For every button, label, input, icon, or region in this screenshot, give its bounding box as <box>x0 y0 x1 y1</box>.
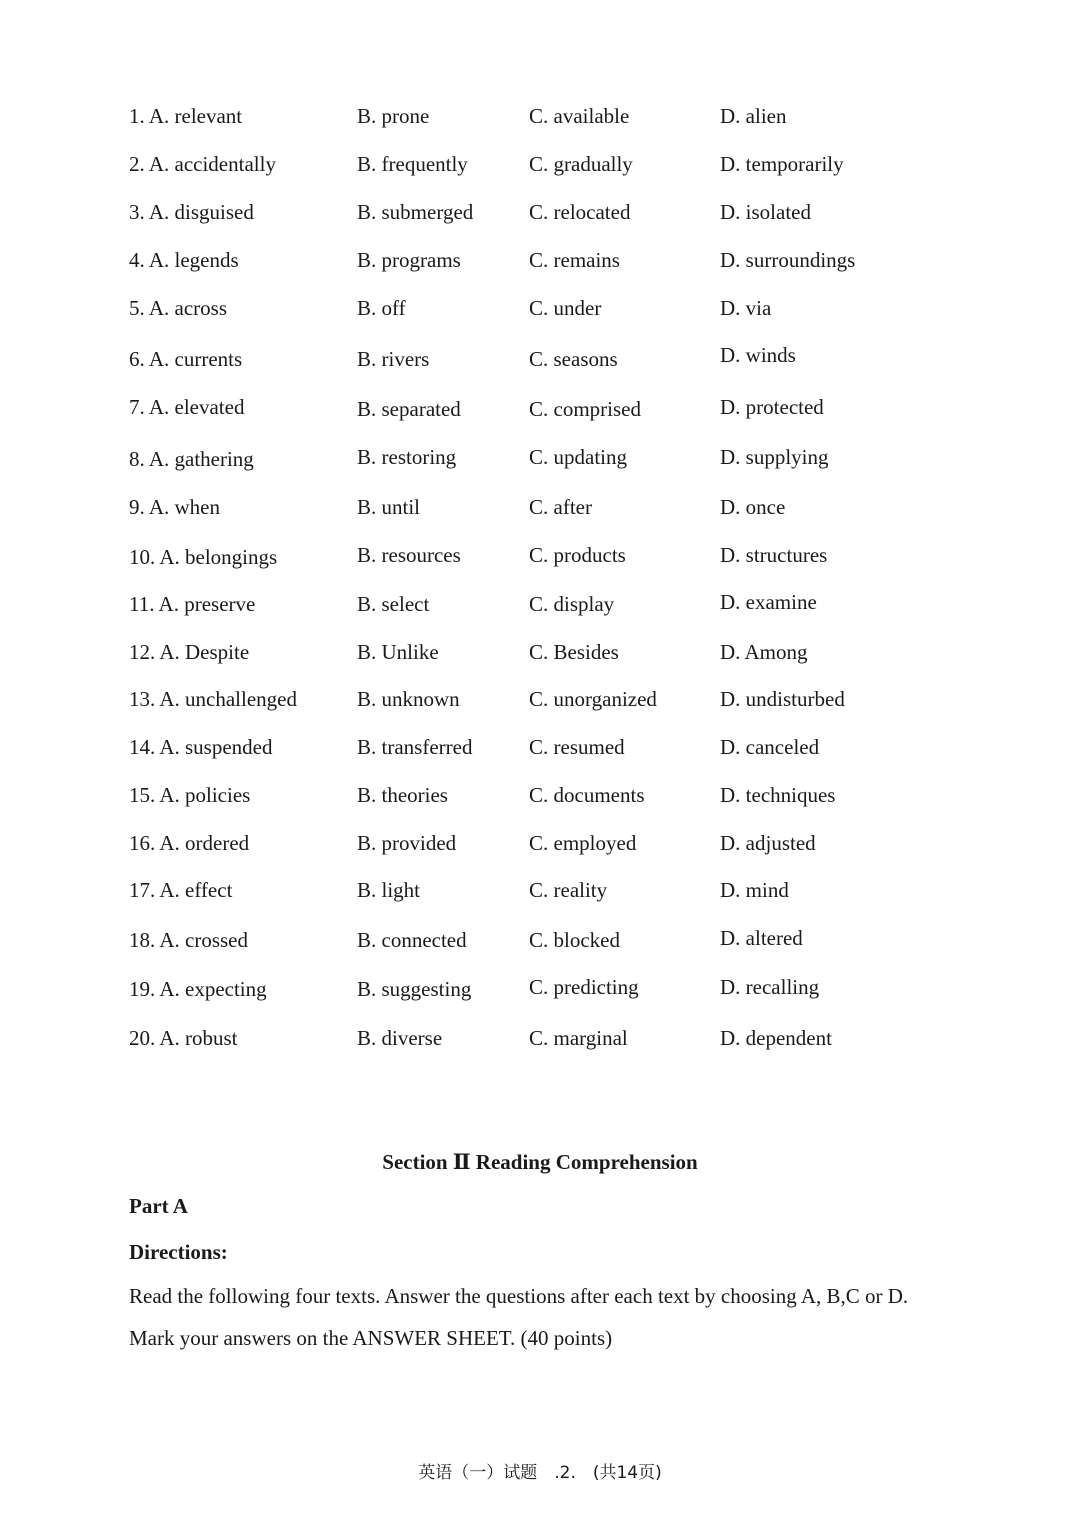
option-d: D. techniques <box>720 783 836 807</box>
page-footer: 英语（一）试题 .2. (共14页) <box>418 1463 662 1483</box>
option-b: B. Unlike <box>357 640 439 664</box>
option-d: D. protected <box>720 395 824 419</box>
option-c: C. Besides <box>529 640 619 664</box>
option-a: 18. A. crossed <box>129 928 248 952</box>
option-d: D. recalling <box>720 975 820 999</box>
option-row-2 <box>0 148 1080 180</box>
option-row-12 <box>0 636 1080 668</box>
option-b: B. provided <box>357 831 457 855</box>
option-a: 16. A. ordered <box>129 831 250 855</box>
option-c: C. reality <box>529 878 608 902</box>
option-d: D. alien <box>720 104 787 128</box>
option-d: D. Among <box>720 640 808 664</box>
option-row-7 <box>0 393 1080 425</box>
option-row-14 <box>0 731 1080 763</box>
option-b: B. light <box>357 878 421 902</box>
option-row-16 <box>0 827 1080 859</box>
option-row-6 <box>0 343 1080 375</box>
option-row-5 <box>0 292 1080 324</box>
option-b: B. off <box>357 296 406 320</box>
option-a: 2. A. accidentally <box>129 152 276 176</box>
option-b: B. resources <box>357 543 461 567</box>
option-a: 5. A. across <box>129 296 227 320</box>
option-c: C. seasons <box>529 347 618 371</box>
option-c: C. relocated <box>529 200 631 224</box>
option-c: C. remains <box>529 248 620 272</box>
option-b: B. transferred <box>357 735 473 759</box>
option-a: 1. A. relevant <box>129 104 243 128</box>
option-row-4 <box>0 244 1080 276</box>
directions-label: Directions: <box>129 1240 228 1264</box>
option-b: B. frequently <box>357 152 468 176</box>
option-row-15 <box>0 779 1080 811</box>
part-heading: Part A <box>129 1194 188 1218</box>
option-d: D. winds <box>720 343 796 367</box>
option-a: 8. A. gathering <box>129 447 254 471</box>
option-row-17 <box>0 874 1080 906</box>
option-c: C. updating <box>529 445 627 469</box>
option-b: B. restoring <box>357 445 457 469</box>
option-row-20 <box>0 1022 1080 1054</box>
option-row-1 <box>0 100 1080 132</box>
option-c: C. documents <box>529 783 645 807</box>
option-b: B. select <box>357 592 430 616</box>
option-a: 14. A. suspended <box>129 735 273 759</box>
option-b: B. theories <box>357 783 448 807</box>
option-d: D. adjusted <box>720 831 816 855</box>
option-b: B. unknown <box>357 687 460 711</box>
directions-text-line-1: Read the following four texts. Answer the questions after each text by choosing A, B,C or D. <box>129 1284 909 1308</box>
option-row-8 <box>0 441 1080 473</box>
option-b: B. submerged <box>357 200 474 224</box>
option-a: 12. A. Despite <box>129 640 250 664</box>
option-c: C. resumed <box>529 735 625 759</box>
option-d: D. temporarily <box>720 152 844 176</box>
option-a: 3. A. disguised <box>129 200 254 224</box>
option-a: 9. A. when <box>129 495 220 519</box>
option-row-3 <box>0 196 1080 228</box>
option-row-18 <box>0 924 1080 956</box>
option-a: 17. A. effect <box>129 878 233 902</box>
option-d: D. canceled <box>720 735 820 759</box>
option-c: C. products <box>529 543 626 567</box>
option-d: D. surroundings <box>720 248 856 272</box>
option-row-11 <box>0 588 1080 620</box>
option-c: C. display <box>529 592 615 616</box>
option-c: C. under <box>529 296 602 320</box>
option-b: B. until <box>357 495 421 519</box>
option-c: C. marginal <box>529 1026 628 1050</box>
option-b: B. connected <box>357 928 467 952</box>
option-row-10 <box>0 539 1080 571</box>
option-c: C. available <box>529 104 630 128</box>
option-d: D. isolated <box>720 200 811 224</box>
option-c: C. predicting <box>529 975 639 999</box>
option-a: 15. A. policies <box>129 783 251 807</box>
option-d: D. examine <box>720 590 817 614</box>
option-a: 10. A. belongings <box>129 545 278 569</box>
option-a: 20. A. robust <box>129 1026 238 1050</box>
option-b: B. rivers <box>357 347 430 371</box>
option-d: D. altered <box>720 926 803 950</box>
option-c: C. blocked <box>529 928 620 952</box>
option-c: C. gradually <box>529 152 633 176</box>
option-d: D. once <box>720 495 786 519</box>
option-b: B. programs <box>357 248 461 272</box>
option-d: D. mind <box>720 878 789 902</box>
option-a: 19. A. expecting <box>129 977 267 1001</box>
option-a: 6. A. currents <box>129 347 243 371</box>
option-c: C. employed <box>529 831 637 855</box>
option-d: D. via <box>720 296 772 320</box>
option-d: D. undisturbed <box>720 687 845 711</box>
option-row-13 <box>0 683 1080 715</box>
option-b: B. prone <box>357 104 430 128</box>
option-a: 13. A. unchallenged <box>129 687 297 711</box>
option-c: C. unorganized <box>529 687 657 711</box>
option-a: 11. A. preserve <box>129 592 256 616</box>
option-c: C. comprised <box>529 397 641 421</box>
option-b: B. suggesting <box>357 977 472 1001</box>
option-d: D. supplying <box>720 445 829 469</box>
option-row-19 <box>0 973 1080 1005</box>
option-b: B. diverse <box>357 1026 443 1050</box>
section-title: Section Ⅱ Reading Comprehension <box>382 1150 698 1174</box>
option-a: 4. A. legends <box>129 248 239 272</box>
option-c: C. after <box>529 495 592 519</box>
option-d: D. structures <box>720 543 828 567</box>
directions-text-line-2: Mark your answers on the ANSWER SHEET. (40 points) <box>129 1326 613 1350</box>
option-d: D. dependent <box>720 1026 832 1050</box>
option-b: B. separated <box>357 397 461 421</box>
option-row-9 <box>0 491 1080 523</box>
option-a: 7. A. elevated <box>129 395 245 419</box>
